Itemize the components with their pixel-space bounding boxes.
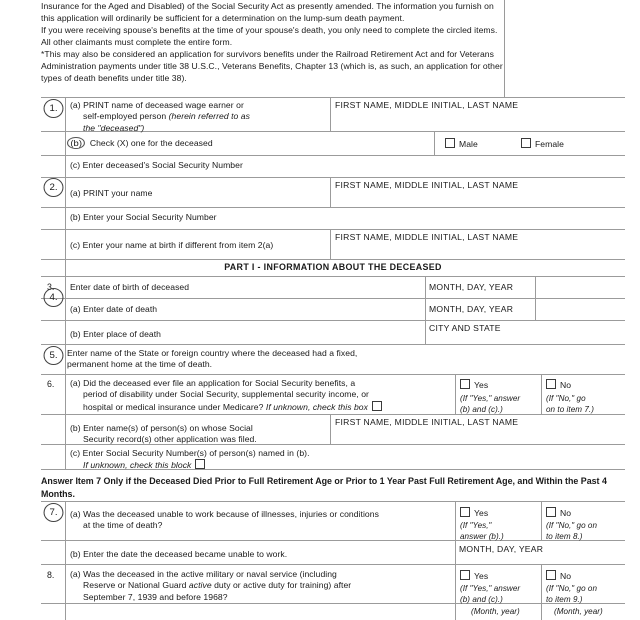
- rule-item2b-bottom: [41, 229, 625, 230]
- item6a-line3: hospital or medical insurance under Medicare?: [83, 401, 264, 412]
- intro-text-block: [41, 0, 505, 84]
- item6-no-label: No: [560, 380, 572, 390]
- item1b-label: [68, 137, 213, 149]
- item8-yes-checkbox[interactable]: [460, 570, 470, 580]
- item8a-line2-post: duty or active duty for training) after: [211, 580, 352, 591]
- item6-no-note-2: on to item 7.): [546, 404, 594, 414]
- rule-part1-bottom: [41, 276, 625, 277]
- rule-item1a-namecol: [330, 97, 331, 131]
- item7-yes-note: [460, 521, 504, 542]
- item6b-line1: (b) Enter name(s) of person(s) on whose Social: [70, 423, 253, 433]
- item1a-line2-italic: (herein referred to as: [168, 111, 250, 122]
- item2b-label: (b) Enter your Social Security Number: [70, 212, 217, 222]
- rule-datecol-right: [535, 276, 536, 320]
- item4b-label: (b) Enter place of death: [70, 329, 162, 339]
- item8c-month-year-hint: (Month, year): [554, 607, 603, 616]
- item7a-line1: (a) Was the deceased unable to work because of illnesses, injuries or conditions: [70, 509, 379, 519]
- item1b-text: Check (X) one for the deceased: [89, 138, 213, 148]
- item8a-line2-pre: Reserve or National Guard: [83, 580, 189, 591]
- item7b-date-hint: MONTH, DAY, YEAR: [459, 544, 544, 554]
- rule-item1b-sexcol: [434, 131, 435, 155]
- item7b-label: (b) Enter the date the deceased became unable to work.: [70, 549, 288, 559]
- rule-item7-top: [41, 501, 625, 502]
- rule-item3-bottom: [41, 298, 625, 299]
- intro-paragraph-1: Insurance for the Aged and Disabled) of the Social Security Act as presently amended. The information you furnish on this application will ordinarily be sufficient for a determination on the lump-sum death payment.: [41, 1, 494, 24]
- rule-item6-answercol: [455, 374, 456, 414]
- rule-item2a-bottom: [41, 207, 625, 208]
- rule-item6-nosplit: [541, 374, 542, 414]
- item8-no-note-2: to item 9.): [546, 594, 583, 604]
- item4a-date-hint: MONTH, DAY, YEAR: [429, 304, 514, 314]
- rule-item7a-bottom: [41, 540, 625, 541]
- female-label: Female: [535, 139, 564, 149]
- item8-no-note-1: (If "No," go on: [546, 584, 598, 593]
- item7-number: 7.: [44, 503, 64, 522]
- rule-item2a-namecol: [330, 177, 331, 207]
- rule-item7-answercol: [455, 501, 456, 620]
- item6-yes-note-2: (b) and (c).): [460, 404, 503, 414]
- item6a-line2: period of disability under Social Security, supplemental security income, or: [83, 389, 369, 400]
- rule-item8-nosplit: [541, 564, 542, 620]
- item6a-label: [70, 378, 450, 413]
- item8-no-note: [546, 584, 597, 605]
- male-label: Male: [459, 139, 478, 149]
- intro-vertical-divider: [504, 0, 505, 97]
- item7-no-note-1: (If "No," go on: [546, 521, 598, 530]
- item7-no-checkbox[interactable]: [546, 507, 556, 517]
- item2a-label: (a) PRINT your name: [70, 188, 153, 198]
- item8-number: 8.: [47, 570, 55, 580]
- item6b-line2: Security record(s) other application was filed.: [83, 434, 257, 445]
- rule-item7-nosplit: [541, 501, 542, 540]
- item6a-line1: (a) Did the deceased ever file an application for Social Security benefits, a: [70, 378, 356, 388]
- item7-no-note-2: to item 8.): [546, 531, 583, 541]
- item6b-label: [70, 423, 320, 446]
- item7a-line2: at the time of death?: [83, 520, 163, 531]
- item6-yes-label: Yes: [474, 380, 489, 390]
- rule-item2c-namecol: [330, 229, 331, 259]
- item8-yes-note-1: (If "Yes," answer: [460, 584, 521, 593]
- item4b-citystate-hint: CITY AND STATE: [429, 323, 501, 333]
- female-checkbox[interactable]: [521, 138, 531, 148]
- item1c-label: (c) Enter deceased's Social Security Number: [70, 160, 243, 170]
- item8a-line1: (a) Was the deceased in the active military or naval service (including: [70, 569, 337, 579]
- item6-yes-option[interactable]: [460, 379, 488, 391]
- item7-yes-note-2: answer (b).): [460, 531, 504, 541]
- item8-yes-option[interactable]: [460, 570, 488, 582]
- rule-item7b-bottom: [41, 564, 625, 565]
- item8a-line3: September 7, 1939 and before 1968?: [83, 591, 228, 602]
- item6-number: 6.: [47, 379, 55, 389]
- item8a-label: [70, 569, 450, 603]
- item3-date-hint: MONTH, DAY, YEAR: [429, 282, 514, 292]
- item8-yes-note-2: (b) and (c).): [460, 594, 503, 604]
- item6-yes-checkbox[interactable]: [460, 379, 470, 389]
- intro-paragraph-3: *This may also be considered an application for survivors benefits under the Railroad Retirement Act and for Veterans Administration payments under title 38 U.S.C., Veterans Benefits, Chapter 13 (which is, as such, an application for other types of death benefits under title 38).: [41, 49, 503, 84]
- gutter-rule-upper: [65, 97, 66, 276]
- item7-yes-option[interactable]: [460, 507, 488, 519]
- item1a-line1: (a) PRINT name of deceased wage earner or: [70, 100, 244, 110]
- item7-no-label: No: [560, 508, 572, 518]
- rule-item1c-bottom: [41, 177, 625, 178]
- male-checkbox[interactable]: [445, 138, 455, 148]
- rule-item6a-bottom: [41, 414, 625, 415]
- item1a-line3-italic: the "deceased"): [83, 122, 145, 133]
- item1a-line2: self-employed person: [83, 111, 167, 122]
- item3-number: 3.: [47, 282, 55, 292]
- item8a-line2-italic: active: [188, 580, 212, 591]
- rule-item5-bottom: [41, 374, 625, 375]
- item8-yes-label: Yes: [474, 571, 489, 581]
- item6c-line2-italic: If unknown, check this block: [83, 460, 192, 471]
- item4-number: 4.: [44, 288, 64, 307]
- item6a-unknown-checkbox[interactable]: [372, 401, 382, 411]
- item1b-marker: (b): [67, 137, 85, 149]
- rule-item4a-bottom: [41, 320, 625, 321]
- item1a-label: [70, 100, 320, 134]
- item6-yes-note: [460, 394, 520, 415]
- item8-no-checkbox[interactable]: [546, 570, 556, 580]
- item6-yes-note-1: (If "Yes," answer: [460, 394, 521, 403]
- item2c-label: (c) Enter your name at birth if different from item 2(a): [70, 240, 274, 250]
- answer-item7-note: Answer Item 7 Only if the Deceased Died Prior to Full Retirement Age or Prior to 1 Year Past Full Retirement Age, and Within the Past 4 Months.: [41, 476, 607, 499]
- item5-label: [67, 348, 447, 371]
- item7-no-option[interactable]: [546, 507, 571, 519]
- item6c-label: [70, 448, 470, 472]
- rule-item2c-bottom: [41, 259, 625, 260]
- gutter-rule-lower: [65, 501, 66, 620]
- gutter-rule-mid: [65, 276, 66, 469]
- item5-number: 5.: [44, 346, 64, 365]
- item7-no-note: [546, 521, 597, 542]
- item6c-line1: (c) Enter Social Security Number(s) of person(s) named in (b).: [70, 448, 310, 458]
- intro-paragraph-2: If you were receiving spouse's benefits at the time of your spouse's death, you only need to complete the circled items. All other claimants must complete the entire form.: [41, 25, 498, 48]
- part1-heading: PART I - INFORMATION ABOUT THE DECEASED: [224, 262, 442, 272]
- item4a-label: (a) Enter date of death: [70, 304, 158, 314]
- rule-item4b-bottom: [41, 344, 625, 345]
- item8b-month-year-hint: (Month, year): [471, 607, 520, 616]
- item8-no-label: No: [560, 571, 572, 581]
- rule-datecol-left: [425, 276, 426, 344]
- item1-number: 1.: [44, 99, 64, 118]
- item6a-line3-italic: If unknown, check this box: [265, 401, 368, 412]
- item6-no-note-1: (If "No," go: [546, 394, 586, 403]
- item5-line2: permanent home at the time of death.: [67, 359, 213, 370]
- item1a-name-hint: FIRST NAME, MIDDLE INITIAL, LAST NAME: [335, 100, 519, 110]
- item2a-name-hint: FIRST NAME, MIDDLE INITIAL, LAST NAME: [335, 180, 519, 190]
- item2-number: 2.: [44, 178, 64, 197]
- rule-item1b-bottom: [41, 155, 625, 156]
- item6c-unknown-checkbox[interactable]: [195, 459, 205, 469]
- item7a-label: [70, 509, 450, 532]
- item6-no-checkbox[interactable]: [546, 379, 556, 389]
- item6-no-note: [546, 394, 594, 415]
- item7-yes-checkbox[interactable]: [460, 507, 470, 517]
- item2c-name-hint: FIRST NAME, MIDDLE INITIAL, LAST NAME: [335, 232, 519, 242]
- rule-top-item1: [41, 97, 625, 98]
- item1b-female-option[interactable]: [521, 138, 564, 150]
- item6-no-option[interactable]: [546, 379, 571, 391]
- rule-item6b-namecol: [330, 414, 331, 444]
- item1b-male-option[interactable]: [445, 138, 478, 150]
- item5-line1: Enter name of the State or foreign country where the deceased had a fixed,: [67, 348, 358, 358]
- item8-yes-note: [460, 584, 520, 605]
- item7-yes-label: Yes: [474, 508, 489, 518]
- item3-label: Enter date of birth of deceased: [70, 282, 190, 292]
- item7-yes-note-1: (If "Yes,": [460, 521, 492, 530]
- item6b-name-hint: FIRST NAME, MIDDLE INITIAL, LAST NAME: [335, 417, 519, 427]
- item8-no-option[interactable]: [546, 570, 571, 582]
